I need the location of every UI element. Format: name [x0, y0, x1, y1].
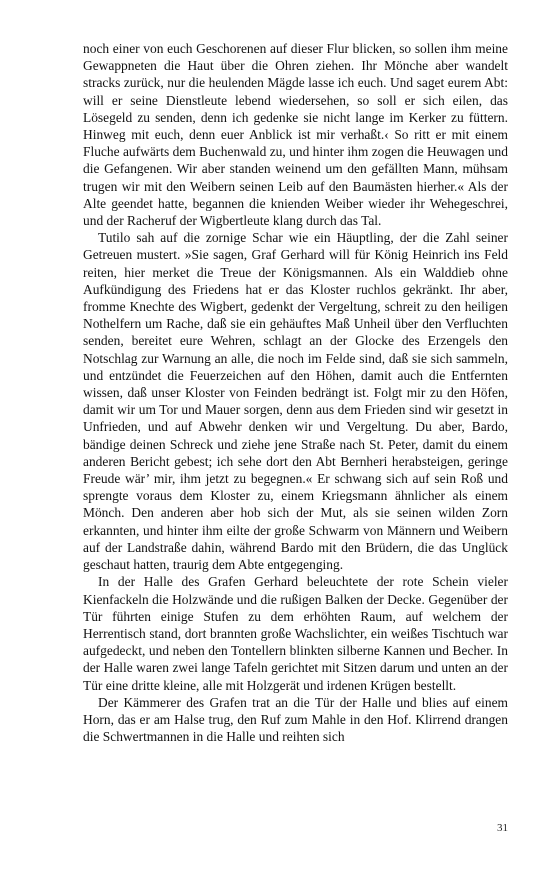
paragraph-1: noch einer von euch Geschorenen auf dieser Flur blicken, so sollen ihm meine Gewappneten die Haut über die Ohren ziehen. Ihr Mönche aber wandelt stracks zurück, nur die heulenden Mägde lasse ich euch. Und saget eurem Abt: will er seine Dienstleute lebend wiedersehen, so soll er sich eilen, das Lösegeld zu senden, denn ich gedenke sie nicht lange im Kerker zu füttern. Hinweg mit euch, denn euer Anblick ist mir verhaßt.‹ So ritt er mit einem Fluche aufwärts dem Buchenwald zu, und hinter ihm zogen die Heuwagen und die Gefangenen. Wir aber standen weinend um den gefällten Mann, mühsam trugen wir mit den Weibern seinen Leib auf den Baumästen hierher.« Als der Alte geendet hatte, begannen die knienden Weiber wieder ihr Wehegeschrei, und der Racheruf der Wigbertleute klang durch das Tal.	[83, 41, 508, 229]
paragraph-3: In der Halle des Grafen Gerhard beleuchtete der rote Schein vieler Kienfackeln die Holzwände und die rußigen Balken der Decke. Gegenüber der Tür führten einige Stufen zu dem erhöhten Raum, auf welchem der Herrentisch stand, dort brannten große Wachslichter, ein weißes Tischtuch war aufgedeckt, und neben den Tontellern blinkten silberne Kannen und Becher. In der Halle waren zwei lange Tafeln gerichtet mit Sitzen darum und unten an der Tür eine dritte kleine, alle mit Holzgerät und irdenen Krügen bestellt.	[83, 574, 508, 693]
page-number: 31	[497, 822, 508, 834]
page-body	[83, 40, 508, 745]
paragraph-4: Der Kämmerer des Grafen trat an die Tür der Halle und blies auf einem Horn, das er am Halse trug, den Ruf zum Mahle in den Hof. Klirrend drangen die Schwertmannen in die Halle und reihten sich	[83, 694, 508, 745]
paragraph-2: Tutilo sah auf die zornige Schar wie ein Häuptling, der die Zahl seiner Getreuen mustert. »Sie sagen, Graf Gerhard will für König Heinrich ins Feld reiten, hier merket die Treue der Königsmannen. Als ein Walddieb ohne Aufkündigung des Friedens hat er das Kloster ruchlos gekränkt. Ihr aber, fromme Knechte des Wigbert, gedenkt der Vergeltung, schreit zu den heiligen Nothelfern um Rache, daß sie ein gehäuftes Maß Unheil über den Verfluchten senden, bereitet eure Wehren, schlagt an der Glocke des Erzengels den Notschlag zur Warnung an alle, die noch im Felde sind, daß sie sich sammeln, und entzündet die Feuerzeichen auf den Höhen, damit auch die Entfernten wissen, daß unser Kloster von Feinden bedrängt ist. Folgt mir zu den Höfen, damit wir um Tor und Mauer sorgen, denn aus dem Frieden sind wir gesetzt in Unfrieden, und auf Abwehr denken wir und Vergeltung. Du aber, Bardo, bändige deinen Schreck und ziehe jene Straße nach St. Peter, damit du einem anderen Bericht gebest; ich sehe dort den Abt Bernheri herabsteigen, geringe Freude wär’ mir, ihm jetzt zu begegnen.« Er schwang sich auf sein Roß und sprengte voraus dem Kloster zu, einem Kriegsmann ähnlicher als einem Mönch. Den anderen aber hob sich der Mut, als sie seinen wilden Zorn erkannten, und hinter ihm eilte der große Schwarm von Männern und Weibern auf der Landstraße dahin, während Bardo mit den Brüdern, die das Unglück geschaut hatten, traurig dem Abte entgegenging.	[83, 230, 508, 573]
